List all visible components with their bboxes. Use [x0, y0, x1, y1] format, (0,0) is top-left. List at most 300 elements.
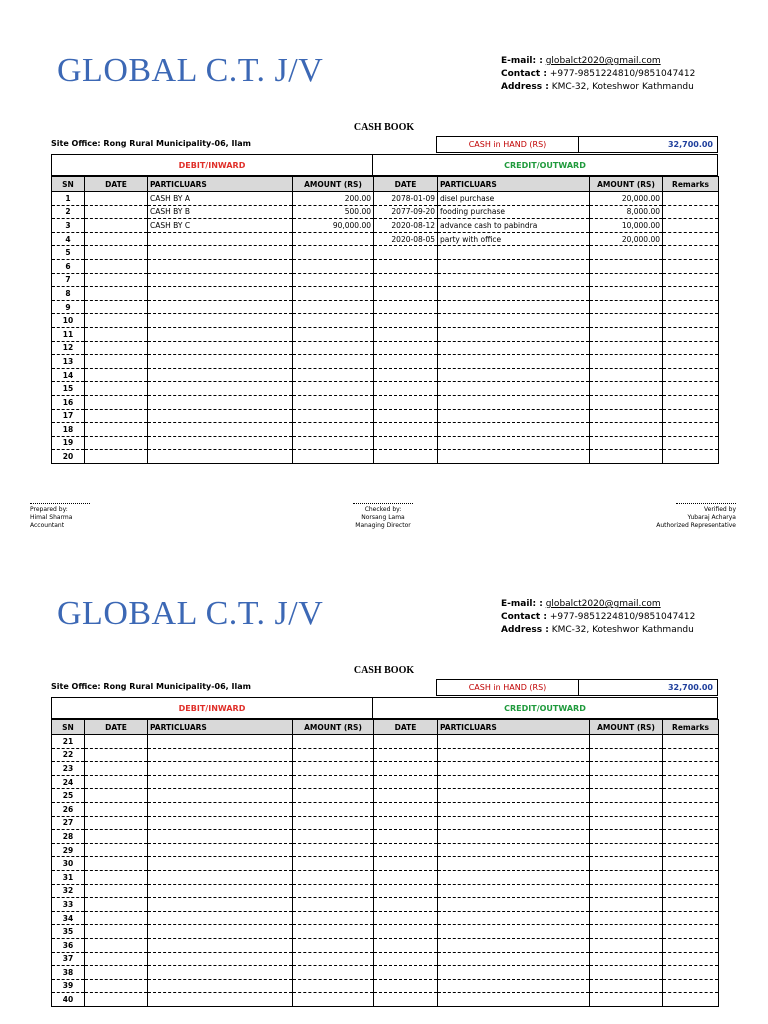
- cell-credit-date: 2020-08-05: [374, 232, 438, 246]
- cell-credit-particulars: [438, 287, 590, 301]
- cell-debit-particulars: [148, 816, 293, 830]
- table-row: [52, 192, 719, 206]
- email-link[interactable]: globalct2020@gmail.com: [545, 56, 661, 66]
- cell-sn: 12: [52, 341, 85, 355]
- table-row: [52, 395, 719, 409]
- cell-remarks: [663, 382, 719, 396]
- prepared-by-role: Accountant: [30, 522, 65, 529]
- cell-credit-date: [374, 382, 438, 396]
- cell-debit-particulars: [148, 409, 293, 423]
- cell-remarks: [663, 436, 719, 450]
- cell-debit-particulars: [148, 450, 293, 464]
- cell-debit-particulars: [148, 382, 293, 396]
- table-row: [52, 232, 719, 246]
- cell-credit-particulars: [438, 816, 590, 830]
- cell-credit-date: [374, 735, 438, 749]
- cash-book-table: [51, 719, 719, 1007]
- cell-remarks: [663, 219, 719, 233]
- cell-sn: 6: [52, 259, 85, 273]
- cell-debit-date: [85, 436, 148, 450]
- header-sn: SN: [52, 720, 85, 735]
- cell-debit-date: [85, 952, 148, 966]
- cell-debit-date: [85, 938, 148, 952]
- debit-section-header: DEBIT/INWARD: [51, 154, 373, 176]
- verified-by-label: Verified by: [703, 506, 736, 513]
- cell-debit-date: [85, 314, 148, 328]
- cell-credit-date: [374, 802, 438, 816]
- cell-credit-particulars: [438, 259, 590, 273]
- company-name: GLOBAL C.T. J/V: [57, 595, 324, 632]
- cell-credit-date: [374, 423, 438, 437]
- cell-debit-date: [85, 273, 148, 287]
- cell-sn: 14: [52, 368, 85, 382]
- cell-debit-amount: [293, 857, 374, 871]
- email-label: E-mail: :: [501, 56, 543, 66]
- cell-credit-particulars: [438, 273, 590, 287]
- cell-credit-particulars: [438, 762, 590, 776]
- cell-credit-date: 2077-09-20: [374, 205, 438, 219]
- cash-book-title: CASH BOOK: [353, 122, 415, 133]
- verified-by-role: Authorized Representative: [656, 522, 736, 529]
- cell-sn: 40: [52, 993, 85, 1007]
- table-row: [52, 966, 719, 980]
- company-name: GLOBAL C.T. J/V: [57, 52, 324, 89]
- cell-remarks: [663, 925, 719, 939]
- cell-sn: 33: [52, 898, 85, 912]
- table-row: [52, 355, 719, 369]
- cell-remarks: [663, 735, 719, 749]
- signature-line: [676, 503, 736, 504]
- cell-debit-date: [85, 219, 148, 233]
- contact-line: [501, 611, 695, 624]
- cell-debit-amount: [293, 816, 374, 830]
- cell-sn: 11: [52, 327, 85, 341]
- cell-credit-amount: 20,000.00: [590, 232, 663, 246]
- cell-debit-particulars: [148, 314, 293, 328]
- table-row: [52, 341, 719, 355]
- cell-remarks: [663, 979, 719, 993]
- cell-debit-particulars: [148, 993, 293, 1007]
- cell-sn: 3: [52, 219, 85, 233]
- cell-debit-particulars: CASH BY B: [148, 205, 293, 219]
- cell-remarks: [663, 748, 719, 762]
- cell-debit-amount: 90,000.00: [293, 219, 374, 233]
- table-row: [52, 802, 719, 816]
- cell-remarks: [663, 205, 719, 219]
- cell-debit-particulars: [148, 300, 293, 314]
- cell-credit-date: [374, 966, 438, 980]
- cell-credit-amount: [590, 735, 663, 749]
- checked-by-role: Managing Director: [355, 522, 411, 529]
- cell-credit-particulars: party with office: [438, 232, 590, 246]
- cell-debit-particulars: [148, 938, 293, 952]
- cell-sn: 39: [52, 979, 85, 993]
- table-row: [52, 287, 719, 301]
- cell-remarks: [663, 762, 719, 776]
- cell-credit-amount: [590, 368, 663, 382]
- cell-debit-particulars: [148, 287, 293, 301]
- address-value: KMC-32, Koteshwor Kathmandu: [551, 625, 694, 635]
- cell-credit-amount: [590, 925, 663, 939]
- cell-debit-amount: [293, 762, 374, 776]
- table-row: [52, 300, 719, 314]
- cell-credit-amount: [590, 395, 663, 409]
- cell-debit-date: [85, 870, 148, 884]
- cell-debit-amount: [293, 748, 374, 762]
- cell-credit-date: [374, 327, 438, 341]
- cell-debit-amount: [293, 450, 374, 464]
- cell-debit-date: [85, 979, 148, 993]
- cell-credit-date: [374, 870, 438, 884]
- cell-debit-amount: [293, 735, 374, 749]
- cell-credit-amount: [590, 816, 663, 830]
- cell-debit-amount: [293, 966, 374, 980]
- credit-section-header: CREDIT/OUTWARD: [372, 154, 718, 176]
- cell-debit-particulars: [148, 952, 293, 966]
- cell-credit-particulars: fooding purchase: [438, 205, 590, 219]
- contact-label: Contact :: [501, 612, 547, 622]
- cell-debit-amount: [293, 911, 374, 925]
- cell-debit-particulars: [148, 436, 293, 450]
- cell-credit-particulars: advance cash to pabindra: [438, 219, 590, 233]
- cell-credit-particulars: [438, 952, 590, 966]
- table-row: [52, 870, 719, 884]
- table-row: [52, 789, 719, 803]
- cell-credit-amount: [590, 423, 663, 437]
- table-row: [52, 830, 719, 844]
- verified-by-signature: [656, 503, 736, 530]
- site-office: Site Office: Rong Rural Municipality-06, Ilam: [51, 139, 251, 148]
- cell-remarks: [663, 314, 719, 328]
- address-label: Address :: [501, 625, 549, 635]
- cell-credit-particulars: [438, 870, 590, 884]
- header-debit-date: DATE: [85, 177, 148, 192]
- checked-by-signature: [353, 503, 413, 530]
- header-debit-particulars: PARTICLUARS: [148, 720, 293, 735]
- cell-remarks: [663, 341, 719, 355]
- cell-sn: 36: [52, 938, 85, 952]
- cell-credit-particulars: [438, 938, 590, 952]
- cell-debit-date: [85, 735, 148, 749]
- table-row: [52, 843, 719, 857]
- cell-debit-particulars: [148, 830, 293, 844]
- header-sn: SN: [52, 177, 85, 192]
- email-link[interactable]: globalct2020@gmail.com: [545, 599, 661, 609]
- table-row: [52, 382, 719, 396]
- cash-in-hand-value: 32,700.00: [578, 679, 718, 696]
- cell-debit-date: [85, 450, 148, 464]
- header-credit-date: DATE: [374, 720, 438, 735]
- cell-debit-amount: [293, 368, 374, 382]
- cell-credit-amount: [590, 748, 663, 762]
- cell-remarks: [663, 300, 719, 314]
- cell-credit-particulars: [438, 993, 590, 1007]
- table-header-row: [52, 720, 719, 735]
- cell-remarks: [663, 409, 719, 423]
- prepared-by-label: Prepared by:: [30, 506, 68, 513]
- cell-credit-amount: [590, 898, 663, 912]
- table-row: [52, 979, 719, 993]
- table-header-row: [52, 177, 719, 192]
- cell-credit-amount: [590, 979, 663, 993]
- cell-debit-amount: [293, 843, 374, 857]
- cell-credit-particulars: [438, 395, 590, 409]
- header-credit-particulars: PARTICLUARS: [438, 177, 590, 192]
- table-row: [52, 246, 719, 260]
- cell-credit-date: [374, 300, 438, 314]
- cell-debit-date: [85, 925, 148, 939]
- cell-credit-amount: [590, 762, 663, 776]
- table-row: [52, 911, 719, 925]
- cell-debit-amount: [293, 287, 374, 301]
- cell-sn: 2: [52, 205, 85, 219]
- cell-debit-particulars: [148, 748, 293, 762]
- table-row: [52, 884, 719, 898]
- contact-block: [501, 598, 695, 637]
- cell-remarks: [663, 830, 719, 844]
- table-row: [52, 952, 719, 966]
- cell-credit-particulars: [438, 327, 590, 341]
- address-line: [501, 624, 695, 637]
- cell-debit-date: [85, 192, 148, 206]
- cell-debit-particulars: [148, 843, 293, 857]
- cell-debit-amount: [293, 259, 374, 273]
- cell-debit-amount: [293, 395, 374, 409]
- cell-credit-amount: [590, 287, 663, 301]
- cell-sn: 8: [52, 287, 85, 301]
- cell-remarks: [663, 952, 719, 966]
- cell-credit-date: [374, 925, 438, 939]
- cell-credit-amount: [590, 938, 663, 952]
- cell-debit-amount: 200.00: [293, 192, 374, 206]
- cell-debit-date: [85, 816, 148, 830]
- cell-credit-particulars: [438, 979, 590, 993]
- cell-debit-amount: [293, 341, 374, 355]
- cell-remarks: [663, 993, 719, 1007]
- address-value: KMC-32, Koteshwor Kathmandu: [551, 82, 694, 92]
- cell-debit-particulars: [148, 925, 293, 939]
- cell-remarks: [663, 870, 719, 884]
- cell-debit-amount: 500.00: [293, 205, 374, 219]
- cell-credit-amount: [590, 884, 663, 898]
- cell-debit-particulars: [148, 232, 293, 246]
- table-row: [52, 898, 719, 912]
- cell-debit-particulars: [148, 273, 293, 287]
- cell-sn: 35: [52, 925, 85, 939]
- cell-credit-particulars: [438, 341, 590, 355]
- cell-credit-amount: [590, 246, 663, 260]
- cell-credit-amount: [590, 382, 663, 396]
- cell-credit-date: [374, 368, 438, 382]
- cell-debit-particulars: [148, 327, 293, 341]
- cell-debit-date: [85, 911, 148, 925]
- cell-debit-particulars: [148, 246, 293, 260]
- debit-section-header: DEBIT/INWARD: [51, 697, 373, 719]
- table-row: [52, 327, 719, 341]
- cell-debit-date: [85, 327, 148, 341]
- cell-credit-date: [374, 993, 438, 1007]
- cell-credit-amount: [590, 830, 663, 844]
- cell-credit-amount: [590, 993, 663, 1007]
- cell-credit-particulars: [438, 368, 590, 382]
- cell-credit-particulars: [438, 423, 590, 437]
- cell-sn: 5: [52, 246, 85, 260]
- cell-debit-date: [85, 395, 148, 409]
- table-row: [52, 857, 719, 871]
- cell-debit-amount: [293, 952, 374, 966]
- header-credit-date: DATE: [374, 177, 438, 192]
- table-row: [52, 273, 719, 287]
- cell-debit-particulars: [148, 341, 293, 355]
- cell-debit-particulars: [148, 259, 293, 273]
- cell-debit-amount: [293, 327, 374, 341]
- table-row: [52, 735, 719, 749]
- cell-debit-amount: [293, 884, 374, 898]
- table-row: [52, 219, 719, 233]
- cell-debit-particulars: [148, 898, 293, 912]
- cell-debit-particulars: [148, 775, 293, 789]
- credit-section-header: CREDIT/OUTWARD: [372, 697, 718, 719]
- cell-debit-date: [85, 775, 148, 789]
- cell-credit-date: [374, 409, 438, 423]
- table-row: [52, 925, 719, 939]
- cell-debit-particulars: [148, 395, 293, 409]
- contact-line: [501, 68, 695, 81]
- cell-credit-amount: [590, 273, 663, 287]
- cell-debit-date: [85, 368, 148, 382]
- cell-remarks: [663, 232, 719, 246]
- cell-credit-particulars: [438, 355, 590, 369]
- cell-remarks: [663, 450, 719, 464]
- cell-remarks: [663, 938, 719, 952]
- cell-sn: 16: [52, 395, 85, 409]
- cell-remarks: [663, 884, 719, 898]
- cell-credit-amount: [590, 775, 663, 789]
- cell-sn: 25: [52, 789, 85, 803]
- cell-credit-particulars: [438, 748, 590, 762]
- cell-credit-amount: [590, 802, 663, 816]
- signature-line: [30, 503, 90, 504]
- cell-sn: 24: [52, 775, 85, 789]
- cell-credit-amount: [590, 436, 663, 450]
- cell-credit-date: [374, 436, 438, 450]
- cell-debit-amount: [293, 232, 374, 246]
- cell-debit-date: [85, 762, 148, 776]
- cash-in-hand-label: CASH in HAND (RS): [436, 136, 579, 153]
- cell-remarks: [663, 816, 719, 830]
- cell-credit-amount: [590, 911, 663, 925]
- cell-debit-amount: [293, 355, 374, 369]
- cell-debit-amount: [293, 436, 374, 450]
- cell-credit-date: 2078-01-09: [374, 192, 438, 206]
- table-body: [52, 192, 719, 464]
- cell-sn: 29: [52, 843, 85, 857]
- cell-debit-amount: [293, 870, 374, 884]
- cell-sn: 10: [52, 314, 85, 328]
- cell-credit-amount: 10,000.00: [590, 219, 663, 233]
- prepared-by-signature: [30, 503, 90, 530]
- cell-debit-amount: [293, 775, 374, 789]
- cell-credit-amount: [590, 341, 663, 355]
- cell-credit-date: [374, 246, 438, 260]
- cell-debit-particulars: CASH BY A: [148, 192, 293, 206]
- cell-debit-date: [85, 423, 148, 437]
- cell-credit-particulars: [438, 314, 590, 328]
- cell-credit-date: [374, 450, 438, 464]
- cell-debit-amount: [293, 802, 374, 816]
- cell-sn: 32: [52, 884, 85, 898]
- cell-credit-amount: [590, 355, 663, 369]
- header-credit-particulars: PARTICLUARS: [438, 720, 590, 735]
- cell-debit-particulars: [148, 911, 293, 925]
- table-row: [52, 938, 719, 952]
- cell-remarks: [663, 259, 719, 273]
- cell-sn: 18: [52, 423, 85, 437]
- cell-debit-particulars: [148, 884, 293, 898]
- email-label: E-mail: :: [501, 599, 543, 609]
- cell-remarks: [663, 911, 719, 925]
- cell-sn: 7: [52, 273, 85, 287]
- cell-credit-particulars: [438, 802, 590, 816]
- cash-in-hand-value: 32,700.00: [578, 136, 718, 153]
- cell-debit-particulars: CASH BY C: [148, 219, 293, 233]
- cell-credit-amount: [590, 450, 663, 464]
- cell-remarks: [663, 423, 719, 437]
- cell-credit-date: 2020-08-12: [374, 219, 438, 233]
- cell-debit-date: [85, 789, 148, 803]
- cell-debit-particulars: [148, 789, 293, 803]
- cell-credit-date: [374, 762, 438, 776]
- cell-debit-date: [85, 884, 148, 898]
- cell-debit-date: [85, 843, 148, 857]
- cell-credit-date: [374, 884, 438, 898]
- cell-remarks: [663, 775, 719, 789]
- cell-sn: 31: [52, 870, 85, 884]
- table-row: [52, 409, 719, 423]
- cell-sn: 13: [52, 355, 85, 369]
- cell-debit-amount: [293, 993, 374, 1007]
- table-row: [52, 816, 719, 830]
- cell-debit-date: [85, 246, 148, 260]
- cell-sn: 19: [52, 436, 85, 450]
- cell-debit-date: [85, 830, 148, 844]
- cell-debit-amount: [293, 246, 374, 260]
- table-row: [52, 368, 719, 382]
- cell-credit-particulars: [438, 884, 590, 898]
- cell-credit-date: [374, 843, 438, 857]
- table-row: [52, 762, 719, 776]
- cell-credit-particulars: [438, 789, 590, 803]
- cell-credit-amount: [590, 300, 663, 314]
- cell-debit-amount: [293, 938, 374, 952]
- cell-debit-amount: [293, 979, 374, 993]
- cell-debit-particulars: [148, 762, 293, 776]
- cell-sn: 17: [52, 409, 85, 423]
- address-label: Address :: [501, 82, 549, 92]
- cell-credit-particulars: [438, 857, 590, 871]
- cell-credit-particulars: [438, 898, 590, 912]
- cell-sn: 27: [52, 816, 85, 830]
- header-credit-amount: AMOUNT (RS): [590, 177, 663, 192]
- cell-credit-date: [374, 775, 438, 789]
- cell-sn: 28: [52, 830, 85, 844]
- cell-remarks: [663, 395, 719, 409]
- cell-credit-particulars: [438, 300, 590, 314]
- cell-credit-amount: 20,000.00: [590, 192, 663, 206]
- cell-remarks: [663, 246, 719, 260]
- cell-debit-amount: [293, 273, 374, 287]
- cell-debit-amount: [293, 830, 374, 844]
